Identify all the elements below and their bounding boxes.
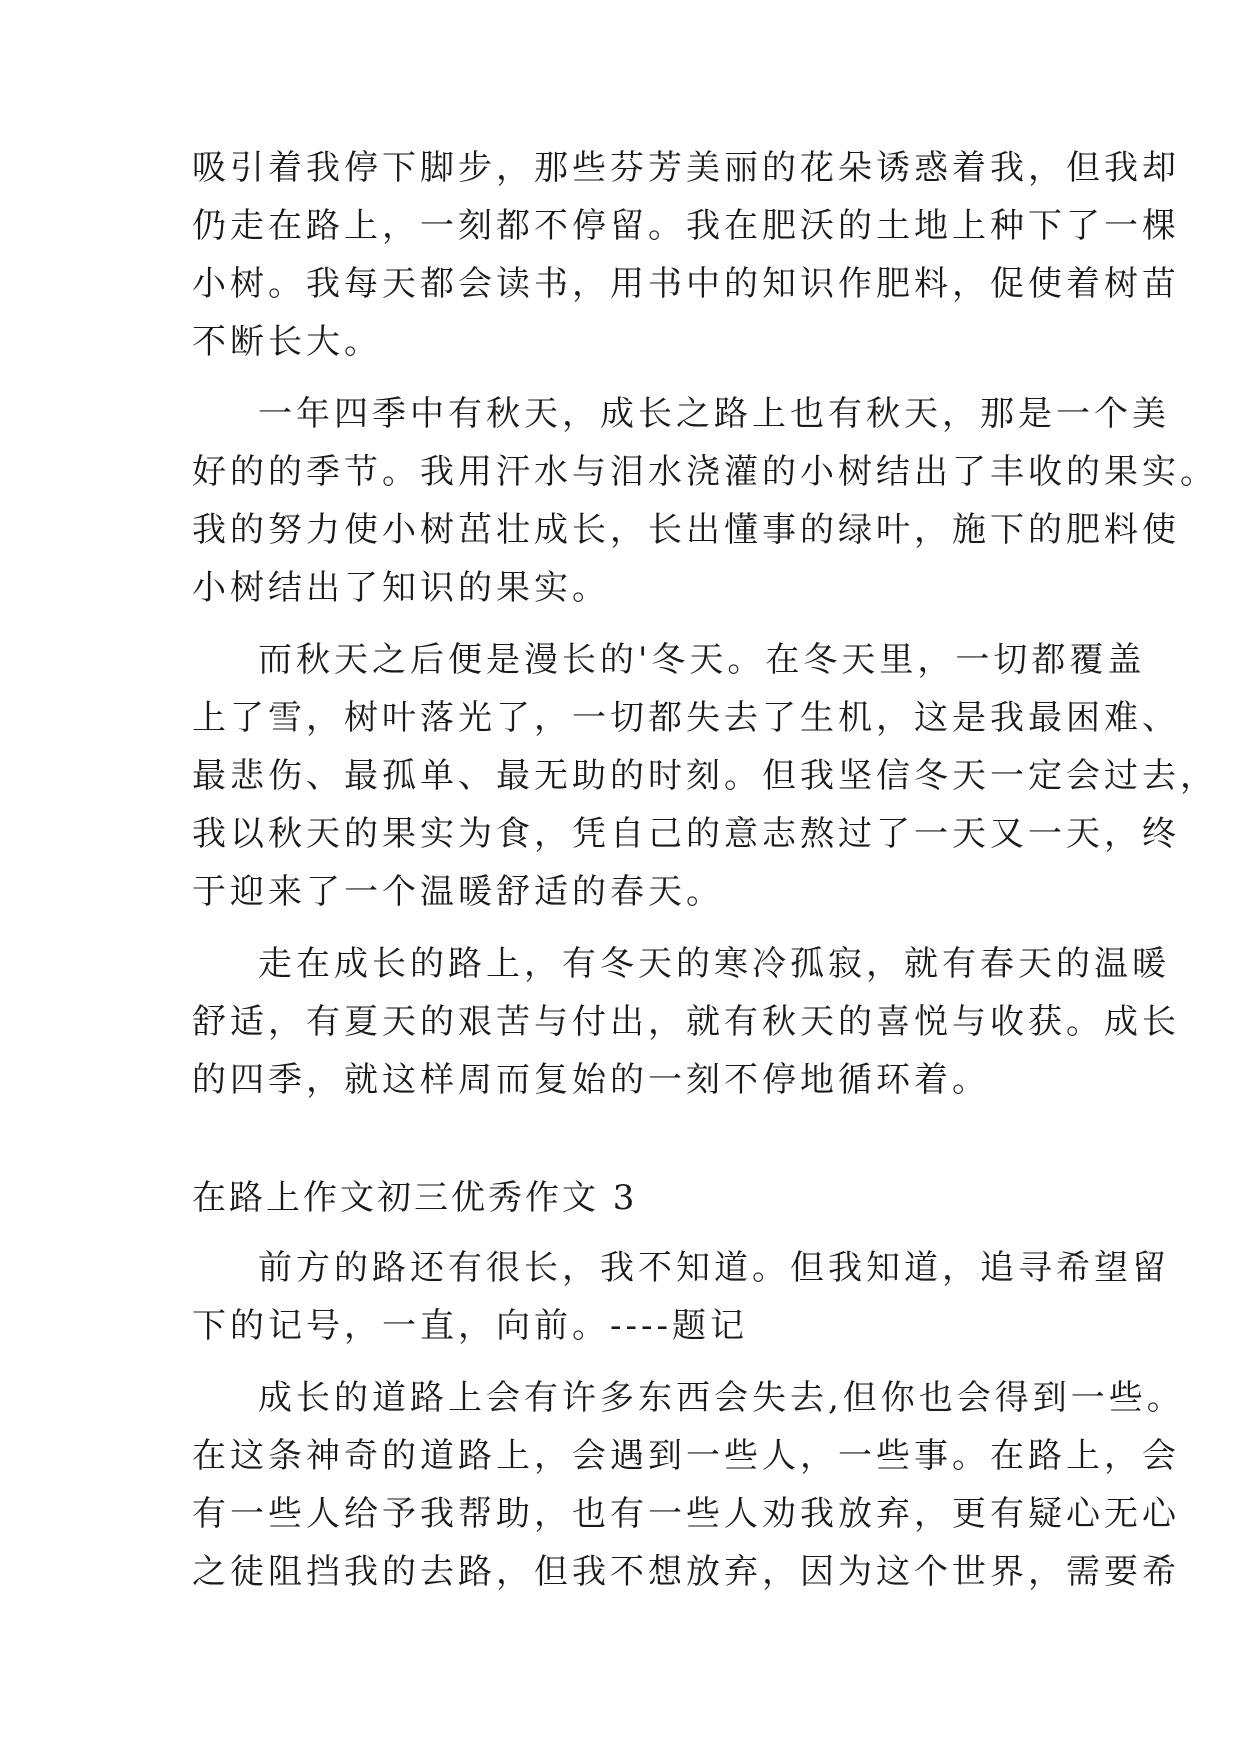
- paragraph-line: 而秋天之后便是漫长的'冬天。在冬天里，一切都覆盖: [258, 640, 1146, 680]
- paragraph-line: 吸引着我停下脚步，那些芬芳美丽的花朵诱惑着我，但我却: [192, 148, 1180, 188]
- paragraph-line: 成长的道路上会有许多东西会失去,但你也会得到一些。: [258, 1378, 1185, 1418]
- paragraph-line: 一年四季中有秋天，成长之路上也有秋天，那是一个美: [258, 394, 1170, 434]
- paragraph-line: 小树。我每天都会读书，用书中的知识作肥料，促使着树苗: [192, 264, 1180, 304]
- paragraph-line: 不断长大。: [192, 322, 382, 362]
- paragraph-line: 于迎来了一个温暖舒适的春天。: [192, 872, 724, 912]
- paragraph-line: 在这条神奇的道路上，会遇到一些人，一些事。在路上，会: [192, 1436, 1180, 1476]
- paragraph-line: 走在成长的路上，有冬天的寒冷孤寂，就有春天的温暖: [258, 944, 1170, 984]
- paragraph-line: 仍走在路上，一刻都不停留。我在肥沃的土地上种下了一棵: [192, 206, 1180, 246]
- paragraph-line: 下的记号，一直，向前。----题记: [192, 1306, 748, 1346]
- paragraph-line: 上了雪，树叶落光了，一切都失去了生机，这是我最困难、: [192, 698, 1180, 738]
- paragraph-line: 有一些人给予我帮助，也有一些人劝我放弃，更有疑心无心: [192, 1494, 1180, 1534]
- paragraph-line: 好的的季节。我用汗水与泪水浇灌的小树结出了丰收的果实。: [192, 452, 1218, 492]
- paragraph-line: 的四季，就这样周而复始的一刻不停地循环着。: [192, 1060, 990, 1100]
- paragraph-line: 之徒阻挡我的去路，但我不想放弃，因为这个世界，需要希: [192, 1552, 1180, 1592]
- paragraph-line: 舒适，有夏天的艰苦与付出，就有秋天的喜悦与收获。成长: [192, 1002, 1180, 1042]
- paragraph-line: 前方的路还有很长，我不知道。但我知道，追寻希望留: [258, 1248, 1170, 1288]
- paragraph-line: 我的努力使小树茁壮成长，长出懂事的绿叶，施下的肥料使: [192, 510, 1180, 550]
- paragraph-line: 小树结出了知识的果实。: [192, 568, 610, 608]
- paragraph-line: 我以秋天的果实为食，凭自己的意志熬过了一天又一天，终: [192, 814, 1180, 854]
- paragraph-line: 最悲伤、最孤单、最无助的时刻。但我坚信冬天一定会过去，: [192, 756, 1218, 796]
- section-heading: 在路上作文初三优秀作文 3: [192, 1178, 638, 1218]
